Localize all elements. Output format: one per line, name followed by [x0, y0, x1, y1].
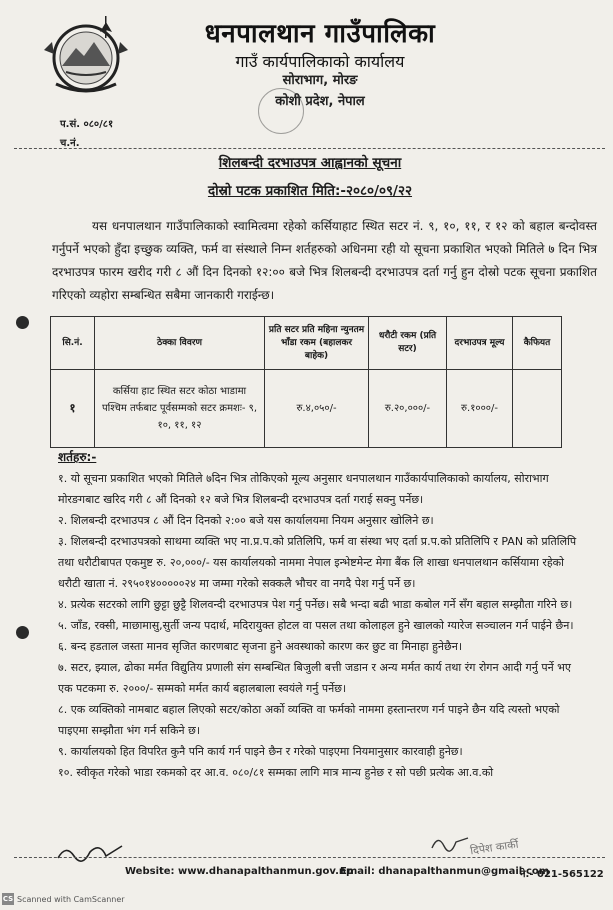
office-name: गाउँ कार्यपालिकाको कार्यालय — [235, 52, 405, 71]
signature-stamp: दिपेश कार्की — [469, 837, 520, 858]
table-header-row — [51, 317, 562, 370]
col-header-rent: प्रति सटर प्रति महिना न्युनतम भाँडा रकम (बहालकर बाहेक) — [265, 317, 369, 370]
notice-title: शिलबन्दी दरभाउपत्र आह्वानको सूचना — [218, 155, 402, 171]
header-divider — [14, 148, 605, 149]
col-header-form-price: दरभाउपत्र मूल्य — [447, 317, 513, 370]
condition-item: ५. जाँड, रक्सी, माछामासु,सुर्ती जन्य पदार्थ, मदिरायुक्त होटल वा पसल तथा कोलाहल हुने खालको ग्यारेज सञ्चालन गर्न पाईने छैन। — [58, 619, 574, 632]
condition-item: ४. प्रत्येक सटरको लागि छुट्टा छुट्टै शिलवन्दी दरभाउपत्र पेश गर्नु पर्नेछ। सबै भन्दा बढी भाडा कबोल गर्ने सँग बहाल सम्झौता गरिने छ। — [58, 598, 573, 611]
footer-divider — [14, 857, 605, 858]
notice-intro: यस धनपालथान गाउँपालिकाको स्वामित्वमा रहेको कर्सियाहाट स्थित सटर नं. ९, १०, ११, र १२ को बहाल बन्दोवस्त गर्नुपर्ने भएको हुँदा इच्छुक व्यक्ति, फर्म वा संस्थाले निम्न शर्तहरुको अधिनमा रही यो सूचना प्रकाशित भएको मितिले ७ दिन भित्र दरभाउपत्र फारम खरीद गरी ८ औं दिन दिनको १२:०० बजे भित्र शिलबन्दी दरभाउपत्र दर्ता गर्नु हुन दोस्रो पटक सूचना प्रकाशित गरिएको व्यहोरा सम्बन्धित सबैमा जानकारी गराईन्छ। — [52, 219, 597, 302]
footer-email: Email: dhanapalthanmun@gmail.com — [340, 866, 550, 877]
condition-item: ८. एक व्यक्तिको नामबाट बहाल लिएको सटर/कोठा अर्को व्यक्ति वा फर्मको नाममा हस्तान्तरण गर्न पाइने छैन यदि त्यस्तो भएको पाइएमा सम्झौता भंग गर्न सकिने छ। — [58, 703, 560, 737]
condition-item: २. शिलबन्दी दरभाउपत्र ८ औं दिन दिनको २:०० बजे यस कार्यालयमा नियम अनुसार खोलिने छ। — [58, 514, 434, 527]
condition-item: ६. बन्द हडताल जस्ता मानव सृजित कारणबाट सृजना हुने अवस्थाको कारण कर छुट वा मिनाहा हुनेछैन। — [58, 640, 463, 653]
scanner-watermark — [2, 893, 125, 905]
punch-hole-icon — [16, 316, 29, 329]
condition-item: १०. स्वीकृत गरेको भाडा रकमको दर आ.व. ०८०/८१ सम्मका लागि मात्र मान्य हुनेछ र सो पछी प्रत्येक आ.व.को — [58, 766, 494, 779]
col-header-sn: सि.नं. — [51, 317, 95, 370]
camscanner-icon: CS — [2, 895, 14, 903]
org-name: धनपालथान गाउँपालिका — [204, 19, 436, 49]
col-header-remarks: कैफियत — [513, 317, 562, 370]
conditions-list — [58, 468, 588, 783]
col-header-description: ठेक्का विवरण — [95, 317, 265, 370]
col-header-deposit: धरौटी रकम (प्रति सटर) — [369, 317, 447, 370]
municipality-emblem-logo — [36, 14, 136, 100]
cell-description: कर्सिया हाट स्थित सटर कोठा भाडामा पश्चिम तर्फबाट पूर्वसम्मको सटर क्रमशः- ९, १०, ११, १२ — [95, 370, 265, 448]
cell-rent: रु.४,०५०/- — [265, 370, 369, 448]
condition-item: ३. शिलबन्दी दरभाउपत्रको साथमा व्यक्ति भए ना.प्र.प.को प्रतिलिपि, फर्म वा संस्था भए दर्ता प्र.प.को प्रतिलिपि र PAN को प्रतिलिपि तथा धरौटीबापत एकमुष्ट रु. २०,०००/- यस कार्यालयको नाममा नेपाल इन्भेष्टमेन्ट मेगा बैंक लि शाखा धनपालथान कर्सियामा रहेको धरौटी खाता नं. २९५०१४०००००२४ मा जम्मा गरेको सक्कलै भौचर वा नगदै पेश गर्नु पर्ने छ। — [58, 535, 577, 590]
notice-subtitle: दोस्रो पटक प्रकाशित मिति:-२०८०/०९/२२ — [207, 183, 413, 199]
punch-hole-icon — [16, 626, 29, 639]
dispatch-number: च.नं. — [60, 138, 80, 149]
footer-phone: ने.- 021-565122 — [520, 869, 604, 880]
condition-item: ७. सटर, झ्याल, ढोका मर्मत विद्युतिय प्रणाली संग सम्बन्धित बिजुली बत्ती जडान र अन्य मर्मत कार्य तथा रंग रोगन आदी गर्नु पर्ने भए एक पटकमा रु. २०००/- सम्मको मर्मत कार्य बहालबाला स्वयंले गर्नु पर्नेछ। — [58, 661, 571, 695]
condition-item: ९. कार्यालयको हित विपरित कुनै पनि कार्य गर्न पाइने छैन र गरेको पाइएमा नियमानुसार कारवाही हुनेछ। — [58, 745, 463, 758]
footer-website: Website: www.dhanapalthanmun.gov.np — [125, 866, 354, 877]
cell-deposit: रु.२०,०००/- — [369, 370, 447, 448]
cell-sn: १ — [51, 370, 95, 448]
signature-left-icon — [56, 840, 126, 868]
condition-item: १. यो सूचना प्रकाशित भएको मितिले ७दिन भित्र तोकिएको मूल्य अनुसार धनपालथान गाउँकार्यपालिकाको कार्यालय, सोराभाग मोरङगबाट खरिद गरी ८ औं दिनको १२ बजे भित्र शिलबन्दी दरभाउपत्र दर्ता गराई सक्नु पर्नेछ। — [58, 472, 549, 506]
address-line2: कोशी प्रदेश, नेपाल — [275, 94, 365, 109]
table-row — [51, 370, 562, 448]
signature-right-icon — [430, 832, 470, 860]
reference-number: प.सं. ०८०/८१ — [60, 119, 114, 130]
conditions-heading: शर्तहरु:- — [58, 450, 97, 464]
office-stamp-icon — [258, 88, 304, 134]
tender-table — [50, 316, 562, 448]
cell-form-price: रु.१०००/- — [447, 370, 513, 448]
scanner-text: Scanned with CamScanner — [17, 894, 125, 904]
address-line1: सोराभाग, मोरङ — [282, 73, 358, 88]
cell-remarks — [513, 370, 562, 448]
